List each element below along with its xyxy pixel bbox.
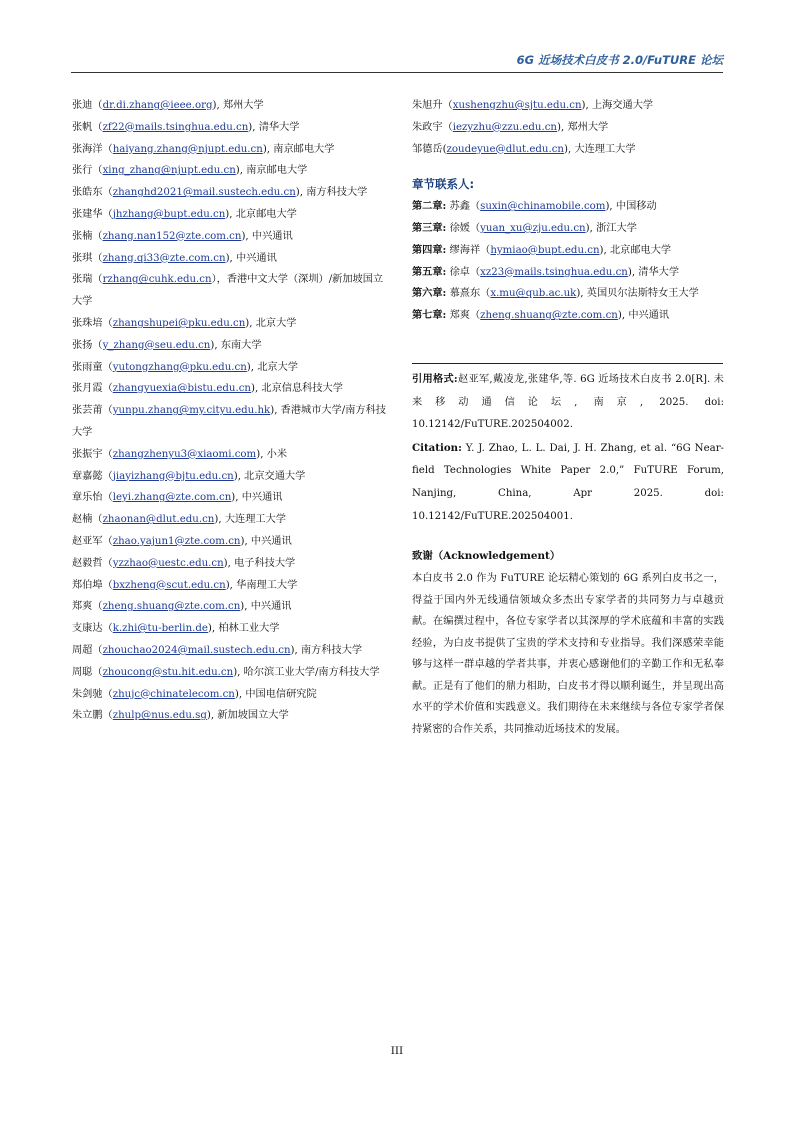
close-paren: ), [581, 100, 592, 111]
author-name: 张雨童 [72, 361, 103, 373]
author-affiliation: 中国电信研究院 [245, 688, 317, 700]
close-paren: ), [233, 470, 245, 482]
author-name: 张楠 [72, 230, 93, 242]
author-entry [72, 357, 390, 379]
open-paren: （ [92, 165, 103, 177]
open-paren: （ [92, 644, 103, 656]
chapter-contacts-heading: 章节联系人: [412, 177, 475, 192]
author-email-link[interactable]: xz23@mails.tsinghua.edu.cn [480, 266, 628, 278]
author-email-link[interactable]: zheng.shuang@zte.com.cn [480, 310, 618, 322]
close-paren: ), [627, 266, 639, 278]
open-paren: （ [92, 601, 103, 613]
author-name: 郑爽 [449, 310, 470, 322]
author-entry [72, 640, 390, 662]
open-paren: （ [102, 557, 113, 569]
author-name: 张月霞 [72, 383, 103, 395]
close-paren: ), [235, 165, 247, 177]
author-affiliation: 南方科技大学 [300, 644, 363, 656]
close-paren: ), [599, 244, 610, 256]
author-email-link[interactable]: y_zhang@seu.edu.cn [102, 339, 211, 351]
close-paren: ), [234, 688, 246, 700]
chapter-contact-entry [412, 196, 724, 218]
author-email-link[interactable]: zhouchao2024@mail.sustech.edu.cn [102, 644, 291, 656]
author-email-link[interactable]: k.zhi@tu-berlin.de [112, 623, 208, 635]
author-affiliation: 中兴通讯 [628, 310, 670, 322]
author-name: 张皓东 [72, 187, 103, 199]
author-affiliation: 香港中文大学（深圳）/新加坡国立大学 [72, 274, 384, 308]
author-name: 章嘉懿 [72, 470, 103, 482]
author-name: 张海洋 [72, 143, 103, 155]
author-name: 张瑞 [72, 274, 93, 286]
author-email-link[interactable]: zhangyuexia@bistu.edu.cn [112, 383, 251, 395]
author-name: 张建华 [72, 208, 103, 220]
author-email-link[interactable]: jiayizhang@bjtu.edu.cn [112, 470, 234, 482]
author-affiliation: 北京大学 [255, 317, 297, 329]
author-affiliation: 郑州大学 [222, 100, 264, 111]
author-email-link[interactable]: yzzhao@uestc.edu.cn [112, 557, 224, 569]
open-paren: （ [469, 201, 481, 213]
open-paren: （ [102, 470, 113, 482]
author-name: 周聪 [72, 666, 93, 678]
close-paren: ), [231, 492, 242, 504]
author-name: 章乐怡 [72, 492, 103, 504]
author-entry [72, 705, 390, 727]
author-affiliation: 浙江大学 [596, 222, 637, 234]
citation-en-text: Y. J. Zhao, L. L. Dai, J. H. Zhang, et al. “6G Near-field Technologies White Paper 2.0,” FuTURE Forum, Nanjing, China, Apr 2025. doi: 10.12142/FuTURE.202504001. [412, 442, 725, 522]
open-paren: （ [480, 288, 491, 300]
author-name: 郑爽 [72, 601, 93, 613]
close-paren: ), [295, 187, 307, 199]
author-email-link[interactable]: zhoucong@stu.hit.edu.cn [102, 666, 234, 678]
close-paren: ), [585, 222, 597, 234]
open-paren: （ [92, 100, 103, 111]
author-email-link[interactable]: zhao.yajun1@zte.com.cn [112, 535, 241, 547]
author-affiliation: 北京信息科技大学 [261, 383, 343, 395]
header-title: 6G 近场技术白皮书 2.0/FuTURE 论坛 [516, 53, 723, 67]
open-paren: （ [102, 383, 113, 395]
chapter-contacts-list [412, 196, 724, 327]
author-affiliation: 中国移动 [615, 201, 657, 213]
author-affiliation: 中兴通讯 [250, 535, 292, 547]
open-paren: （ [102, 535, 113, 547]
open-paren: （ [102, 143, 113, 155]
chapter-contact-entry [412, 240, 724, 262]
author-name: 支康达 [72, 623, 103, 635]
chapter-label: 第五章: [412, 265, 447, 278]
author-entry [72, 335, 390, 357]
author-name: 周超 [72, 644, 93, 656]
author-affiliation: 清华大学 [258, 121, 300, 133]
author-email-link[interactable]: zhangzhenyu3@xiaomi.com [112, 448, 257, 460]
page-header [71, 50, 723, 73]
author-name: 张珠培 [72, 317, 103, 329]
author-name: 张扬 [72, 339, 93, 351]
open-paren: （ [92, 252, 103, 264]
open-paren: （ [102, 492, 113, 504]
author-name: 张迪 [72, 100, 93, 111]
author-name: 赵楠 [72, 514, 93, 526]
author-entry [72, 684, 390, 706]
chapter-contact-entry [412, 262, 724, 284]
author-entry [72, 160, 390, 182]
citation-cn-text: 赵亚军,戴凌龙,张建华,等. 6G 近场技术白皮书 2.0[R]. 未来移动通信论坛, 南京, 2025. doi: 10.12142/FuTURE.202504002. [412, 373, 724, 431]
author-name: 赵亚军 [72, 535, 103, 547]
author-affiliation: 哈尔滨工业大学/南方科技大学 [243, 666, 380, 678]
author-email-link[interactable]: zoudeyue@dlut.edu.cn [446, 143, 564, 155]
author-email-link[interactable]: hymiao@bupt.edu.cn [490, 244, 600, 256]
author-list-right [412, 95, 724, 160]
close-paren: ), [557, 121, 568, 133]
author-email-link[interactable]: zf22@mails.tsinghua.edu.cn [102, 121, 249, 133]
close-paren: ), [210, 339, 221, 351]
close-paren: ), [256, 448, 267, 460]
author-email-link[interactable]: xushengzhu@sjtu.edu.cn [452, 100, 582, 111]
author-email-link[interactable]: zhangshupei@pku.edu.cn [112, 317, 246, 329]
chapter-label: 第四章: [412, 243, 447, 256]
author-entry [72, 466, 390, 488]
chapter-contact-entry [412, 283, 724, 305]
author-affiliation: 南方科技大学 [306, 187, 368, 199]
close-paren: ), [605, 201, 616, 213]
author-email-link[interactable]: zhujc@chinatelecom.cn [112, 688, 235, 700]
author-list-left [72, 95, 390, 727]
open-paren: （ [102, 405, 113, 417]
open-paren: （ [442, 100, 453, 111]
author-affiliation: 郑州大学 [567, 121, 609, 133]
open-paren: （ [102, 448, 113, 460]
close-paren: ), [245, 317, 256, 329]
author-email-link[interactable]: suxin@chinamobile.com [480, 201, 606, 213]
author-entry [72, 618, 390, 640]
open-paren: （ [92, 230, 103, 242]
close-paren: ), [248, 121, 259, 133]
author-affiliation: 上海交通大学 [592, 100, 654, 111]
chapter-label: 第六章: [412, 287, 447, 300]
chapter-label: 第二章: [412, 200, 447, 213]
author-email-link[interactable]: zheng.shuang@zte.com.cn [102, 601, 241, 613]
close-paren: ), [207, 623, 219, 635]
acknowledgement-body: 本白皮书 2.0 作为 FuTURE 论坛精心策划的 6G 系列白皮书之一，得益于国内外无线通信领域众多杰出专家学者的共同努力与卓越贡献。在编撰过程中，各位专家学者以其深厚的学术底蕴和丰富的实践经验，为白皮书提供了宝贵的学术支持和专业指导。我们深感荣幸能够与这样一群卓越的学者共事，并衷心感谢他们的辛勤工作和无私奉献。正是有了他们的鼎力相助，白皮书才得以顺利诞生，并呈现出高水平的学术价值和实践意义。我们期待在未来继续与各位专家学者保持紧密的合作关系，共同推动近场技术的发展。 [412, 572, 724, 736]
author-email-link[interactable]: leyi.zhang@zte.com.cn [112, 492, 232, 504]
citation-cn-label: 引用格式: [412, 372, 458, 385]
author-name: 郑伯埠 [72, 579, 103, 591]
citation-cn [412, 368, 724, 437]
author-affiliation: 电子科技大学 [234, 557, 296, 569]
chapter-label: 第七章: [412, 309, 447, 322]
author-entry [412, 139, 724, 161]
author-affiliation: 大连理工大学 [574, 143, 636, 155]
page-number: III [390, 1045, 404, 1057]
author-entry [72, 400, 390, 444]
author-email-link[interactable]: xing_zhang@njupt.edu.cn [102, 165, 236, 177]
author-email-link[interactable]: zhang.qi33@zte.com.cn [102, 252, 226, 264]
author-email-link[interactable]: rzhang@cuhk.edu.cn [102, 274, 212, 286]
author-entry [72, 117, 390, 139]
author-affiliation: 南京邮电大学 [246, 165, 308, 177]
author-name: 张行 [72, 165, 93, 177]
citation-en [412, 437, 724, 528]
author-affiliation: 北京交通大学 [244, 470, 306, 482]
author-entry [72, 313, 390, 335]
author-name: 徐媛 [449, 222, 470, 234]
chapter-label: 第三章: [412, 221, 447, 234]
close-paren: ), [214, 514, 225, 526]
author-entry [72, 531, 390, 553]
author-email-link[interactable]: yutongzhang@pku.edu.cn [112, 361, 247, 373]
author-entry [72, 204, 390, 226]
open-paren: （ [92, 121, 103, 133]
author-affiliation: 南京邮电大学 [273, 143, 335, 155]
close-paren: ), [206, 710, 218, 722]
author-affiliation: 北京邮电大学 [609, 244, 672, 256]
open-paren: （ [480, 244, 491, 256]
author-affiliation: 英国贝尔法斯特女王大学 [586, 288, 699, 300]
author-affiliation: 北京大学 [257, 361, 298, 373]
author-affiliation: 华南理工大学 [236, 579, 298, 591]
open-paren: （ [102, 208, 113, 220]
author-name: 赵毅哲 [72, 557, 103, 569]
author-affiliation: 中兴通讯 [250, 601, 292, 613]
close-paren: ）， [211, 274, 227, 286]
open-paren: ( [442, 143, 447, 155]
author-affiliation: 东南大学 [220, 339, 262, 351]
open-paren: （ [102, 623, 113, 635]
open-paren: （ [102, 317, 113, 329]
author-affiliation: 新加坡国立大学 [217, 710, 289, 722]
author-affiliation: 柏林工业大学 [218, 623, 280, 635]
open-paren: （ [102, 710, 113, 722]
author-email-link[interactable]: yuan_xu@zju.edu.cn [480, 222, 586, 234]
close-paren: ), [225, 208, 236, 220]
chapter-contact-entry [412, 218, 724, 240]
close-paren: ), [212, 100, 223, 111]
author-name: 朱旭升 [412, 100, 443, 111]
author-entry [72, 182, 390, 204]
citation-en-label: Citation: [412, 441, 462, 454]
close-paren: ), [246, 361, 258, 373]
author-entry [72, 378, 390, 400]
author-entry [72, 575, 390, 597]
author-email-link[interactable]: haiyang.zhang@njupt.edu.cn [112, 143, 263, 155]
close-paren: ), [233, 666, 244, 678]
author-entry [412, 95, 724, 117]
author-entry [72, 269, 390, 313]
author-affiliation: 小米 [266, 448, 288, 460]
author-name: 缪海祥 [449, 244, 481, 256]
close-paren: ), [290, 644, 301, 656]
open-paren: （ [102, 187, 113, 199]
author-entry [72, 509, 390, 531]
author-entry [412, 117, 724, 139]
author-email-link[interactable]: x.mu@qub.ac.uk [490, 288, 577, 300]
acknowledgement-heading: 致谢（Acknowledgement） [412, 550, 561, 563]
close-paren: ), [563, 143, 575, 155]
author-email-link[interactable]: zhang.nan152@zte.com.cn [102, 230, 242, 242]
author-name: 邹德岳 [412, 143, 443, 155]
author-affiliation: 大连理工大学 [224, 514, 286, 526]
right-column [412, 95, 724, 741]
author-email-link[interactable]: iezyzhu@zzu.edu.cn [452, 121, 557, 133]
open-paren: （ [102, 579, 113, 591]
author-email-link[interactable]: bxzheng@scut.edu.cn [112, 579, 226, 591]
open-paren: （ [92, 514, 103, 526]
open-paren: （ [469, 266, 481, 278]
author-affiliation: 香港城市大学/南方科技大学 [72, 405, 386, 438]
open-paren: （ [92, 339, 103, 351]
author-entry [72, 444, 390, 466]
close-paren: ), [576, 288, 587, 300]
open-paren: （ [469, 222, 481, 234]
author-entry [72, 662, 390, 684]
close-paren: ), [225, 252, 237, 264]
author-affiliation: 中兴通讯 [241, 492, 283, 504]
open-paren: （ [442, 121, 453, 133]
open-paren: （ [102, 688, 113, 700]
author-entry [72, 596, 390, 618]
author-affiliation: 北京邮电大学 [235, 208, 297, 220]
author-name: 朱立鹏 [72, 710, 103, 722]
author-email-link[interactable]: zhulp@nus.edu.sg [112, 710, 207, 722]
close-paren: ), [270, 405, 281, 417]
open-paren: （ [92, 274, 103, 286]
chapter-contact-entry [412, 305, 724, 327]
author-entry [72, 553, 390, 575]
close-paren: ), [262, 143, 274, 155]
author-entry [72, 139, 390, 161]
author-name: 张芸莆 [72, 405, 103, 417]
close-paren: ), [225, 579, 237, 591]
close-paren: ), [240, 601, 251, 613]
close-paren: ), [617, 310, 629, 322]
author-name: 张振宇 [72, 448, 103, 460]
author-name: 张帆 [72, 121, 93, 133]
open-paren: （ [469, 310, 481, 322]
author-entry [72, 248, 390, 270]
close-paren: ), [241, 230, 252, 242]
author-name: 张琪 [72, 252, 93, 264]
author-affiliation: 清华大学 [638, 266, 680, 278]
author-email-link[interactable]: yunpu.zhang@my.cityu.edu.hk [112, 405, 271, 417]
author-name: 慕熹东 [449, 288, 481, 300]
close-paren: ), [223, 557, 235, 569]
author-entry [72, 487, 390, 509]
author-name: 朱剑驰 [72, 688, 103, 700]
close-paren: ), [240, 535, 251, 547]
author-email-link[interactable]: dr.di.zhang@ieee.org [102, 100, 213, 111]
author-entry [72, 226, 390, 248]
author-email-link[interactable]: jhzhang@bupt.edu.cn [112, 208, 226, 220]
author-name: 徐卓 [449, 266, 470, 278]
open-paren: （ [92, 666, 103, 678]
author-email-link[interactable]: zhaonan@dlut.edu.cn [102, 514, 215, 526]
author-name: 苏鑫 [449, 201, 470, 213]
author-affiliation: 中兴通讯 [251, 230, 293, 242]
author-name: 朱政宇 [412, 121, 443, 133]
open-paren: （ [102, 361, 113, 373]
author-affiliation: 中兴通讯 [236, 252, 277, 264]
author-email-link[interactable]: zhanghd2021@mail.sustech.edu.cn [112, 187, 296, 199]
close-paren: ), [250, 383, 262, 395]
author-entry [72, 95, 390, 117]
